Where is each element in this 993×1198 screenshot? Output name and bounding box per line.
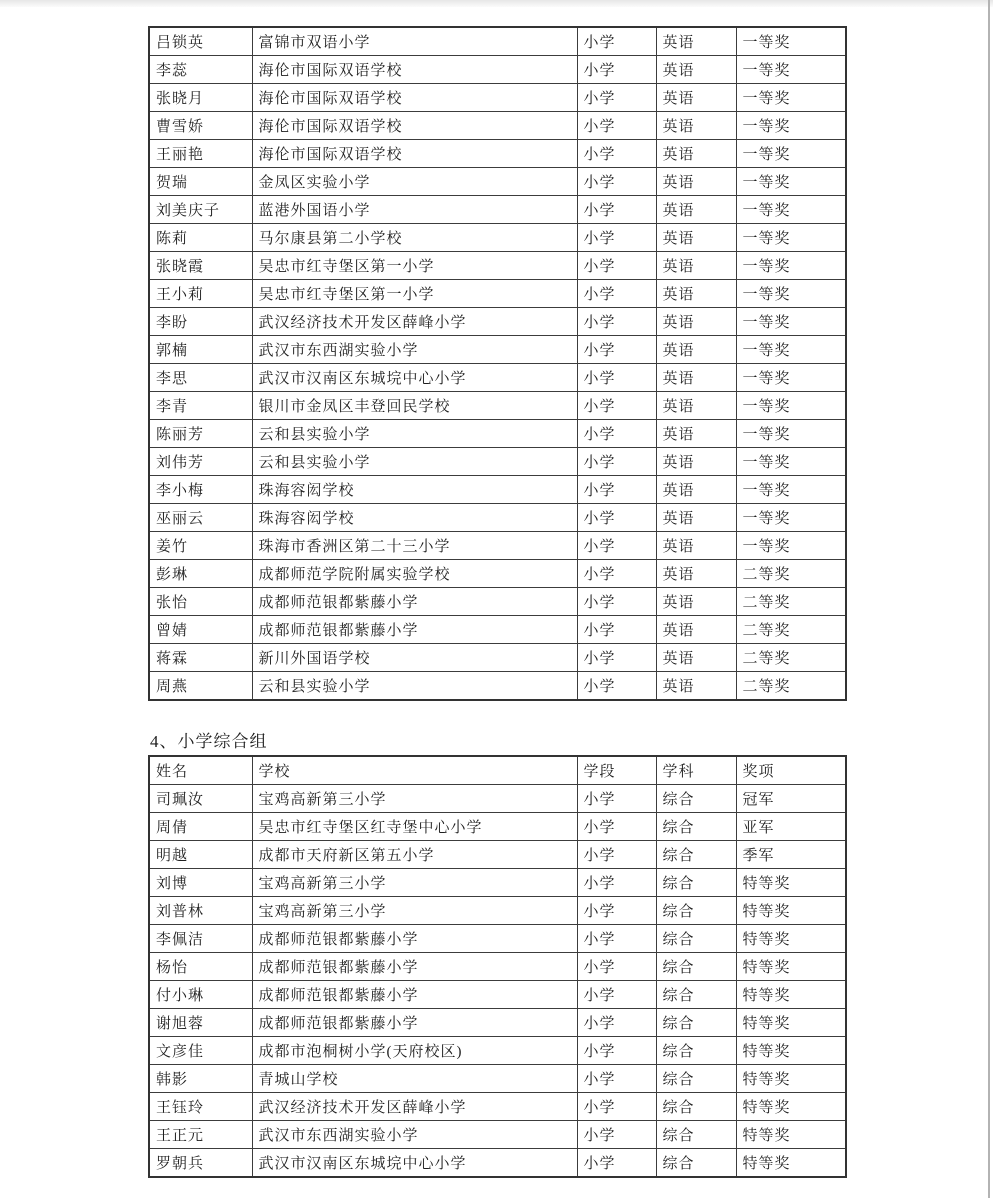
table-row — [149, 112, 846, 140]
cell-name: 李蕊 — [149, 56, 252, 84]
cell-subject: 综合 — [656, 813, 736, 841]
cell-name: 张晓月 — [149, 84, 252, 112]
cell-stage: 小学 — [577, 392, 656, 420]
cell-award: 特等奖 — [736, 953, 846, 981]
column-header-award: 奖项 — [736, 756, 846, 785]
cell-name: 李思 — [149, 364, 252, 392]
cell-school: 蓝港外国语小学 — [252, 196, 577, 224]
cell-subject: 综合 — [656, 1149, 736, 1178]
cell-name: 韩影 — [149, 1065, 252, 1093]
cell-award: 一等奖 — [736, 27, 846, 56]
cell-school: 武汉市汉南区东城垸中心小学 — [252, 364, 577, 392]
cell-name: 蒋霖 — [149, 644, 252, 672]
cell-award: 特等奖 — [736, 1093, 846, 1121]
cell-award: 一等奖 — [736, 112, 846, 140]
award-table-comprehensive — [148, 755, 847, 1178]
cell-stage: 小学 — [577, 112, 656, 140]
cell-name: 陈莉 — [149, 224, 252, 252]
table-row — [149, 56, 846, 84]
page-top-shadow — [0, 0, 993, 7]
cell-stage: 小学 — [577, 448, 656, 476]
cell-name: 刘博 — [149, 869, 252, 897]
cell-school: 武汉市汉南区东城垸中心小学 — [252, 1149, 577, 1178]
cell-stage: 小学 — [577, 616, 656, 644]
table-row — [149, 644, 846, 672]
cell-name: 刘美庆子 — [149, 196, 252, 224]
cell-subject: 综合 — [656, 953, 736, 981]
cell-award: 一等奖 — [736, 252, 846, 280]
cell-stage: 小学 — [577, 168, 656, 196]
column-header-stage: 学段 — [577, 756, 656, 785]
cell-school: 宝鸡高新第三小学 — [252, 869, 577, 897]
table-row — [149, 420, 846, 448]
cell-stage: 小学 — [577, 588, 656, 616]
table-row — [149, 476, 846, 504]
cell-award: 特等奖 — [736, 869, 846, 897]
cell-name: 王丽艳 — [149, 140, 252, 168]
cell-school: 成都师范银都紫藤小学 — [252, 616, 577, 644]
cell-award: 二等奖 — [736, 616, 846, 644]
table-row — [149, 588, 846, 616]
table-row — [149, 981, 846, 1009]
cell-stage: 小学 — [577, 252, 656, 280]
table-row — [149, 869, 846, 897]
cell-subject: 英语 — [656, 336, 736, 364]
cell-award: 二等奖 — [736, 560, 846, 588]
cell-award: 特等奖 — [736, 925, 846, 953]
table-row — [149, 27, 846, 56]
table-row — [149, 280, 846, 308]
column-header-school: 学校 — [252, 756, 577, 785]
cell-stage: 小学 — [577, 1065, 656, 1093]
cell-school: 青城山学校 — [252, 1065, 577, 1093]
cell-award: 二等奖 — [736, 588, 846, 616]
cell-award: 一等奖 — [736, 308, 846, 336]
award-table-header — [149, 756, 846, 785]
cell-subject: 英语 — [656, 672, 736, 701]
cell-school: 金凤区实验小学 — [252, 168, 577, 196]
cell-award: 一等奖 — [736, 168, 846, 196]
cell-subject: 英语 — [656, 532, 736, 560]
table-row — [149, 672, 846, 701]
award-table-body — [149, 27, 846, 700]
cell-name: 明越 — [149, 841, 252, 869]
cell-stage: 小学 — [577, 1093, 656, 1121]
table-row — [149, 308, 846, 336]
cell-award: 一等奖 — [736, 504, 846, 532]
cell-school: 宝鸡高新第三小学 — [252, 897, 577, 925]
table-row — [149, 616, 846, 644]
cell-school: 成都师范银都紫藤小学 — [252, 925, 577, 953]
cell-subject: 综合 — [656, 925, 736, 953]
cell-award: 一等奖 — [736, 224, 846, 252]
cell-stage: 小学 — [577, 785, 656, 813]
cell-school: 银川市金凤区丰登回民学校 — [252, 392, 577, 420]
cell-stage: 小学 — [577, 813, 656, 841]
cell-subject: 英语 — [656, 112, 736, 140]
cell-stage: 小学 — [577, 56, 656, 84]
cell-school: 云和县实验小学 — [252, 420, 577, 448]
cell-stage: 小学 — [577, 672, 656, 701]
cell-subject: 英语 — [656, 224, 736, 252]
cell-subject: 综合 — [656, 1065, 736, 1093]
cell-subject: 英语 — [656, 364, 736, 392]
cell-award: 二等奖 — [736, 644, 846, 672]
cell-stage: 小学 — [577, 420, 656, 448]
cell-name: 付小琳 — [149, 981, 252, 1009]
cell-name: 李盼 — [149, 308, 252, 336]
cell-school: 马尔康县第二小学校 — [252, 224, 577, 252]
cell-award: 一等奖 — [736, 196, 846, 224]
cell-stage: 小学 — [577, 532, 656, 560]
cell-subject: 英语 — [656, 140, 736, 168]
cell-stage: 小学 — [577, 869, 656, 897]
table-row — [149, 560, 846, 588]
cell-school: 吴忠市红寺堡区第一小学 — [252, 252, 577, 280]
table-row — [149, 785, 846, 813]
table-row — [149, 84, 846, 112]
cell-name: 文彦佳 — [149, 1037, 252, 1065]
cell-name: 李佩洁 — [149, 925, 252, 953]
cell-stage: 小学 — [577, 1121, 656, 1149]
cell-school: 武汉市东西湖实验小学 — [252, 1121, 577, 1149]
cell-stage: 小学 — [577, 336, 656, 364]
column-header-subject: 学科 — [656, 756, 736, 785]
table-row — [149, 1009, 846, 1037]
table-row — [149, 1149, 846, 1178]
cell-name: 谢旭蓉 — [149, 1009, 252, 1037]
cell-subject: 英语 — [656, 504, 736, 532]
page-right-border — [988, 0, 990, 1198]
table-row — [149, 364, 846, 392]
cell-subject: 英语 — [656, 280, 736, 308]
cell-school: 武汉经济技术开发区薛峰小学 — [252, 1093, 577, 1121]
cell-name: 吕锁英 — [149, 27, 252, 56]
table-row — [149, 953, 846, 981]
cell-subject: 英语 — [656, 27, 736, 56]
cell-school: 云和县实验小学 — [252, 672, 577, 701]
cell-name: 李青 — [149, 392, 252, 420]
cell-stage: 小学 — [577, 1149, 656, 1178]
cell-award: 一等奖 — [736, 84, 846, 112]
cell-school: 成都师范学院附属实验学校 — [252, 560, 577, 588]
cell-award: 一等奖 — [736, 392, 846, 420]
cell-name: 张怡 — [149, 588, 252, 616]
cell-subject: 综合 — [656, 1093, 736, 1121]
cell-name: 杨怡 — [149, 953, 252, 981]
cell-subject: 综合 — [656, 1121, 736, 1149]
cell-award: 一等奖 — [736, 280, 846, 308]
cell-subject: 英语 — [656, 476, 736, 504]
cell-award: 亚军 — [736, 813, 846, 841]
cell-school: 吴忠市红寺堡区红寺堡中心小学 — [252, 813, 577, 841]
award-table-english-continued — [148, 26, 847, 701]
cell-stage: 小学 — [577, 981, 656, 1009]
cell-stage: 小学 — [577, 897, 656, 925]
table-row — [149, 140, 846, 168]
table-row — [149, 1121, 846, 1149]
cell-stage: 小学 — [577, 925, 656, 953]
cell-name: 刘普林 — [149, 897, 252, 925]
cell-award: 二等奖 — [736, 672, 846, 701]
cell-school: 成都师范银都紫藤小学 — [252, 1009, 577, 1037]
cell-subject: 英语 — [656, 196, 736, 224]
cell-name: 张晓霞 — [149, 252, 252, 280]
cell-subject: 英语 — [656, 168, 736, 196]
cell-stage: 小学 — [577, 224, 656, 252]
cell-stage: 小学 — [577, 196, 656, 224]
table-row — [149, 448, 846, 476]
table-row — [149, 336, 846, 364]
cell-school: 海伦市国际双语学校 — [252, 56, 577, 84]
award-table-body — [149, 785, 846, 1178]
cell-school: 成都市泡桐树小学(天府校区) — [252, 1037, 577, 1065]
table-row — [149, 224, 846, 252]
cell-school: 新川外国语学校 — [252, 644, 577, 672]
cell-school: 成都师范银都紫藤小学 — [252, 953, 577, 981]
cell-school: 成都市天府新区第五小学 — [252, 841, 577, 869]
cell-name: 罗朝兵 — [149, 1149, 252, 1178]
cell-subject: 英语 — [656, 308, 736, 336]
cell-school: 武汉经济技术开发区薛峰小学 — [252, 308, 577, 336]
cell-stage: 小学 — [577, 84, 656, 112]
cell-stage: 小学 — [577, 27, 656, 56]
cell-subject: 英语 — [656, 252, 736, 280]
cell-school: 武汉市东西湖实验小学 — [252, 336, 577, 364]
cell-subject: 英语 — [656, 56, 736, 84]
table-row — [149, 392, 846, 420]
cell-name: 贺瑞 — [149, 168, 252, 196]
cell-school: 海伦市国际双语学校 — [252, 140, 577, 168]
cell-stage: 小学 — [577, 560, 656, 588]
cell-award: 一等奖 — [736, 448, 846, 476]
cell-school: 珠海容闳学校 — [252, 476, 577, 504]
cell-name: 司珮汝 — [149, 785, 252, 813]
cell-name: 王小莉 — [149, 280, 252, 308]
cell-subject: 英语 — [656, 588, 736, 616]
cell-subject: 英语 — [656, 392, 736, 420]
cell-school: 云和县实验小学 — [252, 448, 577, 476]
cell-school: 吴忠市红寺堡区第一小学 — [252, 280, 577, 308]
column-header-name: 姓名 — [149, 756, 252, 785]
cell-award: 特等奖 — [736, 981, 846, 1009]
cell-name: 周倩 — [149, 813, 252, 841]
cell-subject: 综合 — [656, 785, 736, 813]
cell-name: 郭楠 — [149, 336, 252, 364]
table-row — [149, 532, 846, 560]
cell-award: 一等奖 — [736, 532, 846, 560]
cell-stage: 小学 — [577, 364, 656, 392]
cell-subject: 英语 — [656, 644, 736, 672]
cell-name: 王正元 — [149, 1121, 252, 1149]
cell-subject: 综合 — [656, 1009, 736, 1037]
table-row — [149, 1037, 846, 1065]
cell-stage: 小学 — [577, 1037, 656, 1065]
cell-name: 曹雪娇 — [149, 112, 252, 140]
cell-stage: 小学 — [577, 504, 656, 532]
cell-award: 特等奖 — [736, 1065, 846, 1093]
cell-stage: 小学 — [577, 308, 656, 336]
cell-school: 珠海市香洲区第二十三小学 — [252, 532, 577, 560]
cell-subject: 英语 — [656, 448, 736, 476]
cell-school: 海伦市国际双语学校 — [252, 84, 577, 112]
cell-stage: 小学 — [577, 280, 656, 308]
cell-stage: 小学 — [577, 476, 656, 504]
cell-name: 曾婧 — [149, 616, 252, 644]
cell-award: 特等奖 — [736, 1149, 846, 1178]
cell-stage: 小学 — [577, 953, 656, 981]
cell-name: 周燕 — [149, 672, 252, 701]
cell-subject: 英语 — [656, 84, 736, 112]
cell-name: 陈丽芳 — [149, 420, 252, 448]
cell-school: 富锦市双语小学 — [252, 27, 577, 56]
cell-stage: 小学 — [577, 1009, 656, 1037]
cell-subject: 综合 — [656, 1037, 736, 1065]
table-row — [149, 813, 846, 841]
table-row — [149, 252, 846, 280]
cell-school: 成都师范银都紫藤小学 — [252, 981, 577, 1009]
cell-school: 宝鸡高新第三小学 — [252, 785, 577, 813]
cell-subject: 综合 — [656, 841, 736, 869]
table-row — [149, 925, 846, 953]
cell-name: 刘伟芳 — [149, 448, 252, 476]
header-row — [149, 756, 846, 785]
cell-award: 一等奖 — [736, 476, 846, 504]
cell-name: 王钰玲 — [149, 1093, 252, 1121]
cell-subject: 英语 — [656, 616, 736, 644]
cell-school: 海伦市国际双语学校 — [252, 112, 577, 140]
cell-name: 巫丽云 — [149, 504, 252, 532]
cell-award: 一等奖 — [736, 56, 846, 84]
table-row — [149, 1065, 846, 1093]
section-heading-primary-comprehensive-group: 4、小学综合组 — [150, 732, 268, 751]
cell-award: 一等奖 — [736, 364, 846, 392]
cell-subject: 综合 — [656, 897, 736, 925]
cell-school: 珠海容闳学校 — [252, 504, 577, 532]
cell-name: 姜竹 — [149, 532, 252, 560]
cell-school: 成都师范银都紫藤小学 — [252, 588, 577, 616]
cell-award: 季军 — [736, 841, 846, 869]
cell-award: 特等奖 — [736, 1009, 846, 1037]
cell-award: 特等奖 — [736, 1121, 846, 1149]
table-row — [149, 841, 846, 869]
cell-subject: 英语 — [656, 560, 736, 588]
cell-stage: 小学 — [577, 841, 656, 869]
cell-award: 一等奖 — [736, 420, 846, 448]
cell-award: 冠军 — [736, 785, 846, 813]
table-row — [149, 196, 846, 224]
cell-stage: 小学 — [577, 140, 656, 168]
cell-subject: 综合 — [656, 981, 736, 1009]
cell-name: 李小梅 — [149, 476, 252, 504]
cell-name: 彭琳 — [149, 560, 252, 588]
cell-stage: 小学 — [577, 644, 656, 672]
cell-award: 一等奖 — [736, 140, 846, 168]
cell-subject: 综合 — [656, 869, 736, 897]
table-row — [149, 504, 846, 532]
cell-subject: 英语 — [656, 420, 736, 448]
cell-award: 一等奖 — [736, 336, 846, 364]
cell-award: 特等奖 — [736, 1037, 846, 1065]
table-row — [149, 897, 846, 925]
cell-award: 特等奖 — [736, 897, 846, 925]
table-row — [149, 1093, 846, 1121]
table-row — [149, 168, 846, 196]
